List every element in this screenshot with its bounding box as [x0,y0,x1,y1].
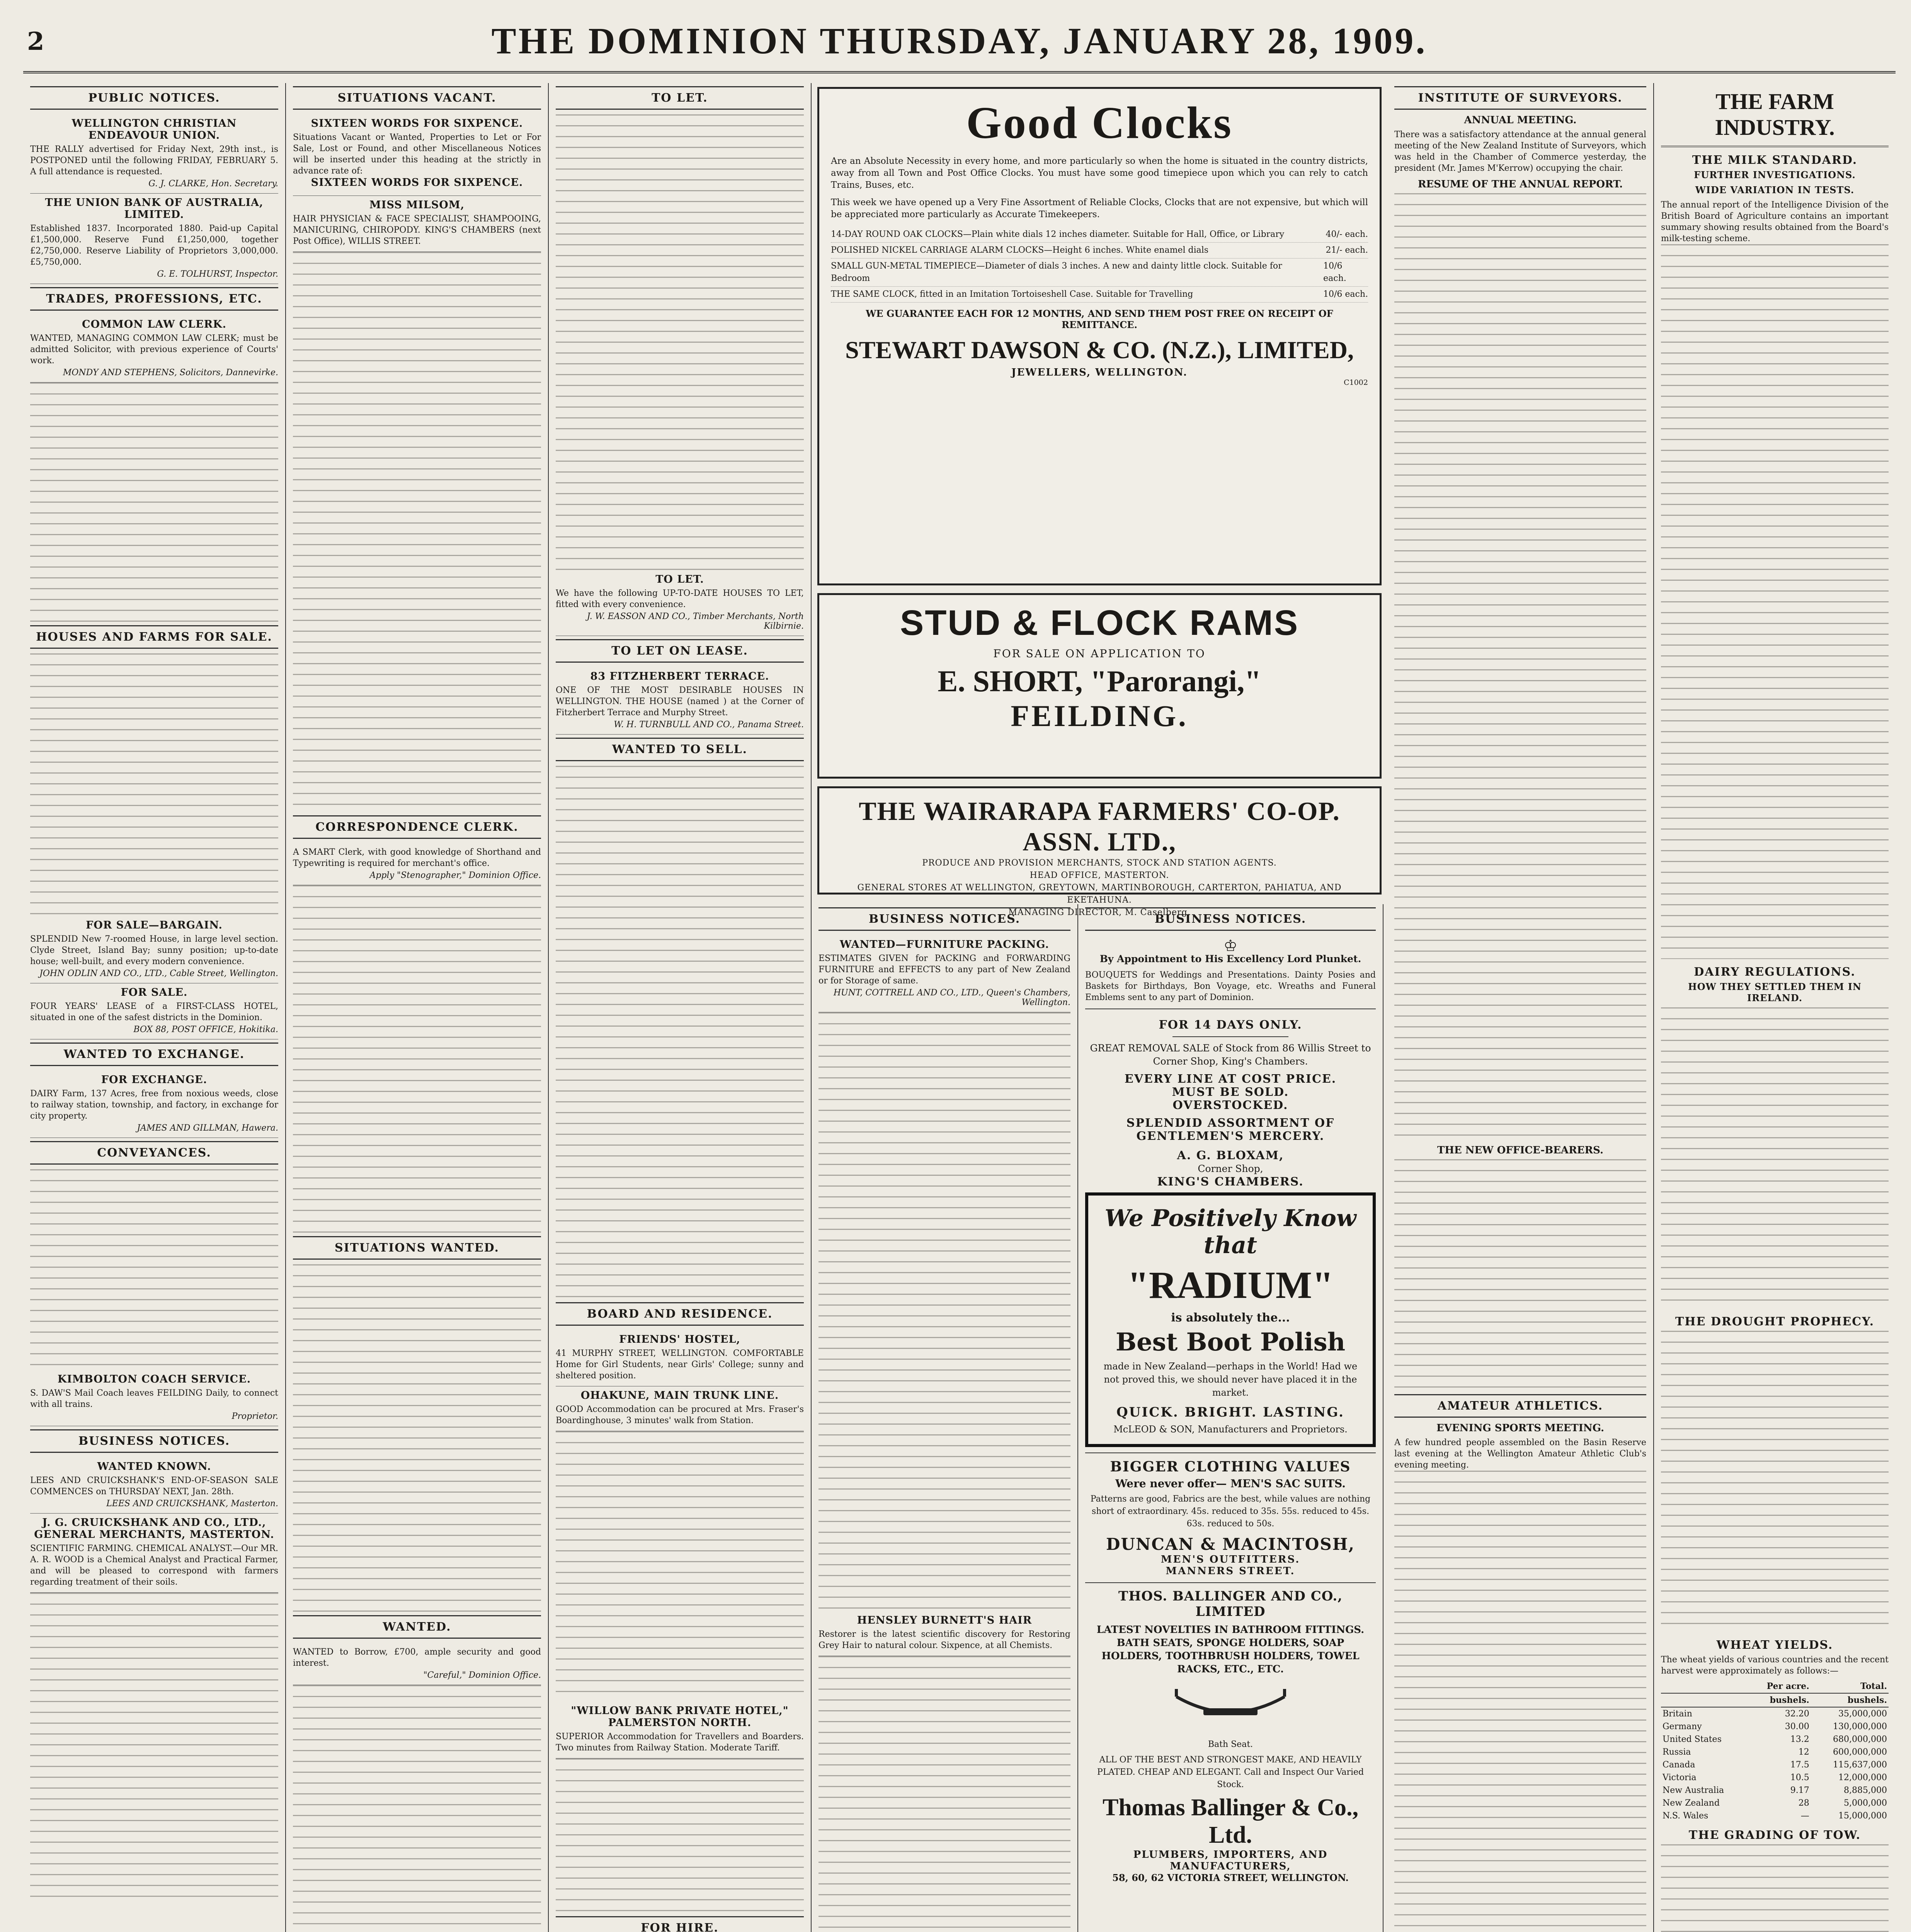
ad-line: PRODUCE AND PROVISION MERCHANTS, STOCK AND STATION AGENTS. [922,858,1277,868]
ballinger-ad: THOS. BALLINGER AND CO., LIMITED LATEST NOVELTIES IN BATHROOM FITTINGS. BATH SEATS, SPONGE HOLDERS, SOAP HOLDERS, TOOTHBRUSH HOLDERS, TOWEL RACKS, ETC., ETC. Bath Seat. ALL OF THE BEST AND STRONGEST MAKE, AND HEAVILY PLATED. CHEAP AND ELEGANT. Call and Inspect Our Varied Stock. Thomas Ballinger & Co., Ltd. PLUMBERS, IMPORTERS, AND MANUFACTURERS, 58, 60, 62 VICTORIA STREET, WELLINGTON. [1096,1588,1365,1883]
ad-intro: Are an Absolute Necessity in every home, and more particularly so when the home is situated in the country districts, away from all Town and Post Office Clocks. You must have some good timepiece upon which you can rely to catch Trains, Buses, etc. [831,156,1368,190]
small-print-block [30,1169,278,1370]
table-cell: 12 [1798,1747,1809,1757]
notice-text: THE RALLY advertised for Friday Next, 29th inst., is POSTPONED until the following FRIDAY, FEBRUARY 5. A full attendance is requested. [30,145,278,177]
notice-text: Established 1837. Incorporated 1880. Paid-up Capital £1,500,000. Reserve Fund £1,250,000, together £2,750,000. Reserve Liability of Proprietors 3,000,000. £5,750,000. [30,224,278,267]
article-subhead: EVENING SPORTS MEETING. [1436,1422,1605,1434]
section-header: WANTED. [293,1615,541,1639]
table-cell: N.S. Wales [1663,1811,1708,1821]
notice-text: WANTED to Borrow, £700, ample security and good interest. [293,1647,541,1668]
article-body [1661,244,1889,959]
crest-icon: ♔ [1224,937,1237,955]
table-cell: Germany [1663,1722,1702,1731]
notice-text: Situations Vacant or Wanted, Properties to Let or For Sale, Lost or Found, and other Miscellaneous Notices will be inserted under this heading at the strictly in advance rate of: [293,133,541,176]
article-subhead: THE MILK STANDARD. [1692,153,1858,167]
notice-heading: WELLINGTON CHRISTIAN ENDEAVOUR UNION. [71,117,237,141]
table-row [1661,1784,1889,1797]
notice [30,983,278,1039]
clock-item: SMALL GUN-METAL TIMEPIECE—Diameter of dials 3 inches. A new and dainty little clock. Suitable for Bedroom 10/6 each. [831,259,1368,287]
column-2 [286,83,549,1932]
small-print-block [30,653,278,916]
column-1 [23,83,286,1932]
clock-item: POLISHED NICKEL CARRIAGE ALARM CLOCKS—Height 6 inches. White enamel dials 21/- each. [831,243,1368,259]
good-clocks-ad [817,87,1382,585]
article-subhead: RESUME OF THE ANNUAL REPORT. [1418,179,1623,190]
ad-place: FEILDING. [1011,699,1188,733]
notice-heading: FOR EXCHANGE. [101,1074,208,1086]
notice [30,194,278,284]
notice-heading: J. G. CRUICKSHANK AND CO., LTD., GENERAL MERCHANTS, MASTERTON. [34,1517,274,1541]
notice-text: LEES AND CRUICKSHANK'S END-OF-SEASON SALE COMMENCES on THURSDAY NEXT, Jan. 28th. [30,1476,278,1497]
notice-heading: KIMBOLTON COACH SERVICE. [57,1373,251,1385]
notice-heading: TO LET. [655,573,704,585]
ad-line: GENERAL STORES AT WELLINGTON, GREYTOWN, MARTINBOROUGH, CARTERTON, PAHIATUA, AND EKETAHUNA. [857,883,1342,905]
notice-heading: SIXTEEN WORDS FOR SIXPENCE. [311,117,523,129]
masthead [23,15,1896,73]
ad-body: This week we have opened up a Very Fine Assortment of Reliable Clocks, Clocks that are not expensive, but which will be appreciated more particularly as Accurate Timekeepers. [831,197,1368,219]
small-print-block [293,252,541,812]
table-row [1661,1771,1889,1784]
table-cell: 17.5 [1790,1760,1809,1770]
section-header: CONVEYANCES. [30,1141,278,1165]
wheat-yields-table [1661,1680,1889,1822]
page-title: THE DOMINION THURSDAY, JANUARY 28, 1909. [491,20,1428,61]
notice-heading: 83 FITZHERBERT TERRACE. [590,670,769,682]
column-4 [812,904,1078,1932]
table-cell: Russia [1663,1747,1691,1757]
table-cell: 115,637,000 [1833,1760,1887,1770]
section-header: WANTED TO SELL. [556,738,804,761]
small-print-block [556,1431,804,1702]
notice-signature: BOX 88, POST OFFICE, Hokitika. [133,1025,278,1034]
bath-seat-icon [1169,1681,1292,1735]
table-row [1661,1810,1889,1822]
notice [293,844,541,885]
section-header: TO LET. [556,86,804,110]
section-header: SITUATIONS WANTED. [293,1236,541,1260]
notice-text: SCIENTIFIC FARMING. CHEMICAL ANALYST.—Our MR. A. R. WOOD is a Chemical Analyst and Practical Farmer, and will be pleased to correspond with farmers regarding treatment of their soils. [30,1544,278,1587]
table-cell: 13.2 [1790,1735,1809,1744]
small-print-block [556,1759,804,1913]
small-print-block [293,1685,541,1932]
removal-sale: FOR 14 DAYS ONLY. GREAT REMOVAL SALE of Stock from 86 Willis Street to Corner Shop, King's Chambers. EVERY LINE AT COST PRICE. MUST BE SOLD. OVERSTOCKED. SPLENDID ASSORTMENT OF GENTLEMEN'S MERCERY. A. G. BLOXAM, Corner Shop, KING'S CHAMBERS. [1090,1018,1371,1189]
table-cell: Victoria [1663,1773,1697,1782]
small-print-block [30,383,278,622]
article-body [1661,1007,1889,1309]
table-cell: 30.00 [1785,1722,1809,1731]
notice [819,935,1070,1012]
section-header: BUSINESS NOTICES. [1085,907,1376,931]
notice-signature: Proprietor. [231,1412,278,1421]
article-heading: INSTITUTE OF SURVEYORS. [1394,86,1646,110]
notice [293,1643,541,1685]
section-header: BUSINESS NOTICES. [819,907,1070,931]
section-header: TRADES, PROFESSIONS, ETC. [30,287,278,311]
table-cell: 130,000,000 [1833,1722,1887,1731]
article-body [1394,193,1646,1140]
notice [30,1458,278,1514]
article-subhead: THE GRADING OF TOW. [1688,1828,1861,1842]
section-header: TO LET ON LEASE. [556,639,804,663]
section-header: PUBLIC NOTICES. [30,86,278,110]
article-body [1661,1844,1889,1932]
notice-text: SUPERIOR Accommodation for Travellers and Boarders. Two minutes from Railway Station. Moderate Tariff. [556,1732,804,1753]
table-cell: United States [1663,1735,1722,1744]
table-row [1661,1733,1889,1746]
notice-signature: HUNT, COTTRELL AND CO., LTD., Queen's Chambers, Wellington. [833,988,1070,1007]
wairarapa-ad [817,786,1382,917]
table-cell: 15,000,000 [1838,1811,1887,1821]
section-header: FOR HIRE. [556,1916,804,1932]
notice-text: FOUR YEARS' LEASE of a FIRST-CLASS HOTEL, situated in one of the safest districts in the Dominion. [30,1002,278,1022]
article-subhead: THE NEW OFFICE-BEARERS. [1437,1145,1604,1156]
table-cell: 600,000,000 [1833,1747,1887,1757]
article-subhead: HOW THEY SETTLED THEM IN IRELAND. [1688,981,1862,1003]
column-6 [1387,83,1654,1932]
clock-item: THE SAME CLOCK, fitted in an Imitation Tortoiseshell Case. Suitable for Travelling 10/6 each. [831,287,1368,303]
radium-ad: We Positively Know that "RADIUM" is absolutely the... Best Boot Polish made in New Zealand—perhaps in the World! Had we not proved this, we should never have placed it in the market. QUICK. BRIGHT. LASTING. McLEOD & SON, Manufacturers and Proprietors. [1085,1192,1376,1447]
notice-heading: "WILLOW BANK PRIVATE HOTEL," PALMERSTON NORTH. [571,1705,789,1729]
notice-text: DAIRY Farm, 137 Acres, free from noxious weeds, close to railway station, township, and factory, in exchange for city property. [30,1089,278,1121]
ad-line: MANAGING DIRECTOR, M. Caselberg. [1008,908,1191,917]
small-print-block [819,1012,1070,1611]
notice [30,1514,278,1593]
notice [30,114,278,194]
column-7 [1654,83,1896,1932]
table-cell: New Australia [1663,1786,1724,1795]
ad-firm: STEWART DAWSON & CO. (N.Z.), LIMITED, [845,336,1354,364]
article-lead: The annual report of the Intelligence Division of the British Board of Agriculture contains an important summary showing results obtained from the Board's milk-testing scheme. [1661,200,1889,243]
notice-signature: W. H. TURNBULL AND CO., Panama Street. [614,720,804,730]
article-body [1661,1331,1889,1632]
notice-signature: LEES AND CRUICKSHANK, Masterton. [106,1499,278,1509]
column-3 [549,83,812,1932]
notice-text: We have the following UP-TO-DATE HOUSES TO LET, fitted with every convenience. [556,588,804,609]
notice-text: ONE OF THE MOST DESIRABLE HOUSES IN WELLINGTON. THE HOUSE (named ) at the Corner of Fitzherbert Terrace and Murphy Street. [556,685,804,718]
notice-signature: Apply "Stenographer," Dominion Office. [369,871,541,880]
table-cell: 35,000,000 [1838,1709,1887,1719]
notice [293,114,541,196]
page-number: 2 [27,27,44,56]
section-header: BUSINESS NOTICES. [30,1429,278,1453]
notice-text: HAIR PHYSICIAN & FACE SPECIALIST, SHAMPOOING, MANICURING, CHIROPODY. KING'S CHAMBERS (next Post Office), WILLIS STREET. [293,214,541,246]
ad-name: E. SHORT, "Parorangi," [938,664,1261,698]
clock-list [831,227,1368,303]
small-print-block [556,766,804,1299]
article-subhead: THE DROUGHT PROPHECY. [1675,1315,1875,1328]
table-cell: 5,000,000 [1844,1798,1887,1808]
bouquets-text: BOUQUETS for Weddings and Presentations. Dainty Posies and Baskets for Birthdays, Bon Voyage, etc. Wreaths and Funeral Emblems sent to any part of Dominion. [1085,970,1376,1002]
table-cell: 32.20 [1785,1709,1809,1719]
clock-item: 14-DAY ROUND OAK CLOCKS—Plain white dials 12 inches diameter. Suitable for Hall, Office, or Library 40/- each. [831,227,1368,243]
notice [556,1386,804,1431]
article-lead: There was a satisfactory attendance at the annual general meeting of the New Zealand Institute of Surveyors, which was held in the Chamber of Commerce yesterday, the president (Mr. James M'Kerrow) occupying the chair. [1394,130,1646,173]
notice-heading: OHAKUNE, MAIN TRUNK LINE. [580,1389,779,1401]
table-row [1661,1707,1889,1720]
notice-heading: WANTED KNOWN. [97,1461,211,1473]
table-cell: 28 [1798,1798,1809,1808]
table-cell: — [1800,1811,1809,1821]
notice [556,570,804,636]
small-print-block [819,1656,1070,1932]
notice [556,1702,804,1759]
notice-signature: G. J. CLARKE, Hon. Secretary. [148,179,278,189]
notice [30,315,278,383]
article-subhead: DAIRY REGULATIONS. [1694,965,1856,979]
notice-text: WANTED, MANAGING COMMON LAW CLERK; must be admitted Solicitor, with previous experience of Courts' work. [30,333,278,366]
notice-signature: J. W. EASSON AND CO., Timber Merchants, North Kilbirnie. [587,612,804,631]
stud-rams-ad [817,593,1382,779]
notice-heading: FOR SALE. [121,986,188,998]
table-units-row: bushels. bushels. [1661,1693,1889,1707]
ad-headline: THE WAIRARAPA FARMERS' CO-OP. ASSN. LTD., [859,796,1340,856]
table-cell: Britain [1663,1709,1692,1719]
notice [556,667,804,735]
notice-text: ESTIMATES GIVEN for PACKING and FORWARDING FURNITURE and EFFECTS to any part of New Zealand or for Storage of same. [819,954,1070,986]
article-lead: A few hundred people assembled on the Basin Reserve last evening at the Wellington Amateur Athletic Club's evening meeting. [1394,1438,1646,1470]
notice-text: S. DAW'S Mail Coach leaves FEILDING Daily, to connect with all trains. [30,1388,278,1409]
notice-heading: FOR SALE—BARGAIN. [86,919,223,931]
ad-headline: STUD & FLOCK RAMS [900,603,1299,643]
table-row [1661,1759,1889,1771]
ad-headline: Good Clocks [966,97,1233,148]
table-cell: 12,000,000 [1838,1773,1887,1782]
notice-text: GOOD Accommodation can be procured at Mrs. Fraser's Boardinghouse, 3 minutes' walk from Station. [556,1405,804,1425]
article-body [1394,1159,1646,1391]
notice [819,1611,1070,1656]
ad-subline: FOR SALE ON APPLICATION TO [993,647,1206,660]
small-print-block [293,885,541,1233]
notice-signature: MONDY AND STEPHENS, Solicitors, Dannevirke. [63,368,278,378]
notice-heading: MISS MILSOM, [369,199,465,211]
column-5 [1078,904,1383,1932]
notice [293,196,541,252]
section-header: HOUSES AND FARMS FOR SALE. [30,625,278,649]
section-header: CORRESPONDENCE CLERK. [293,815,541,839]
notice-signature: JOHN ODLIN AND CO., LTD., Cable Street, Wellington. [39,969,278,978]
clothing-ad: BIGGER CLOTHING VALUES Were never offer— MEN'S SAC SUITS. Patterns are good, Fabrics are the best, while values are nothing short of extraordinary. 45s. reduced to 35s. 55s. reduced to 45s. 63s. reduced to 50s. DUNCAN & MACINTOSH, MEN'S OUTFITTERS. MANNERS STREET. [1090,1459,1371,1577]
article-lead: The wheat yields of various countries and the recent harvest were approximately as follows:— [1661,1655,1889,1676]
notice-text: Restorer is the latest scientific discovery for Restoring Grey Hair to natural colour. Sixpence, at all Chemists. [819,1629,1070,1650]
table-cell: 680,000,000 [1833,1735,1887,1744]
notice-heading: HENSLEY BURNETT'S HAIR [857,1614,1032,1626]
small-print-block [556,114,804,570]
ad-location: JEWELLERS, WELLINGTON. [1011,367,1188,378]
notice-footer: SIXTEEN WORDS FOR SIXPENCE. [311,177,523,189]
notice [556,1330,804,1386]
notice-text: A SMART Clerk, with good knowledge of Shorthand and Typewriting is required for merchant's office. [293,847,541,868]
notice-heading: THE UNION BANK OF AUSTRALIA, LIMITED. [45,197,264,221]
table-row [1661,1797,1889,1810]
small-print-block [30,1593,278,1902]
article-subhead: ANNUAL MEETING. [1464,114,1577,126]
notice-heading: WANTED—FURNITURE PACKING. [840,939,1049,951]
appointment-notice: ♔ By Appointment to His Excellency Lord Plunket. [1085,935,1376,969]
table-row [1661,1720,1889,1733]
table-cell: Canada [1663,1760,1695,1770]
table-cell: 10.5 [1790,1773,1809,1782]
notice-heading: COMMON LAW CLERK. [82,318,227,330]
notice [30,1370,278,1426]
notice [30,1071,278,1138]
article-heading: AMATEUR ATHLETICS. [1394,1394,1646,1418]
notice-heading: FRIENDS' HOSTEL, [619,1333,740,1345]
notice-signature: "Careful," Dominion Office. [423,1670,541,1680]
notice [30,916,278,983]
ad-code: C1002 [1344,378,1368,387]
notice-signature: JAMES AND GILLMAN, Hawera. [137,1123,278,1133]
section-header: SITUATIONS VACANT. [293,86,541,110]
table-cell: 8,885,000 [1844,1786,1887,1795]
notice-signature: G. E. TOLHURST, Inspector. [157,269,278,279]
article-title: THE FARM INDUSTRY. [1661,83,1889,147]
ad-line: HEAD OFFICE, MASTERTON. [1030,871,1169,880]
article-subhead: WIDE VARIATION IN TESTS. [1695,184,1855,196]
section-header: BOARD AND RESIDENCE. [556,1302,804,1326]
article-subhead: FURTHER INVESTIGATIONS. [1694,169,1856,180]
article-body [1394,1471,1646,1932]
table-header-row: Per acre. Total. [1661,1680,1889,1693]
notice-text: SPLENDID New 7-roomed House, in large level section. Clyde Street, Island Bay; sunny position; up-to-date house; well-built, and every modern convenience. [30,934,278,966]
table-row [1661,1746,1889,1759]
small-print-block [293,1264,541,1612]
table-cell: New Zealand [1663,1798,1720,1808]
section-header: WANTED TO EXCHANGE. [30,1043,278,1066]
article-subhead: WHEAT YIELDS. [1716,1638,1833,1652]
table-cell: 9.17 [1790,1786,1809,1795]
ad-guarantee: WE GUARANTEE EACH FOR 12 MONTHS, AND SEND THEM POST FREE ON RECEIPT OF REMITTANCE. [866,308,1333,330]
notice-text: 41 MURPHY STREET, WELLINGTON. COMFORTABLE Home for Girl Students, near Girls' College; sunny and sheltered position. [556,1349,804,1381]
